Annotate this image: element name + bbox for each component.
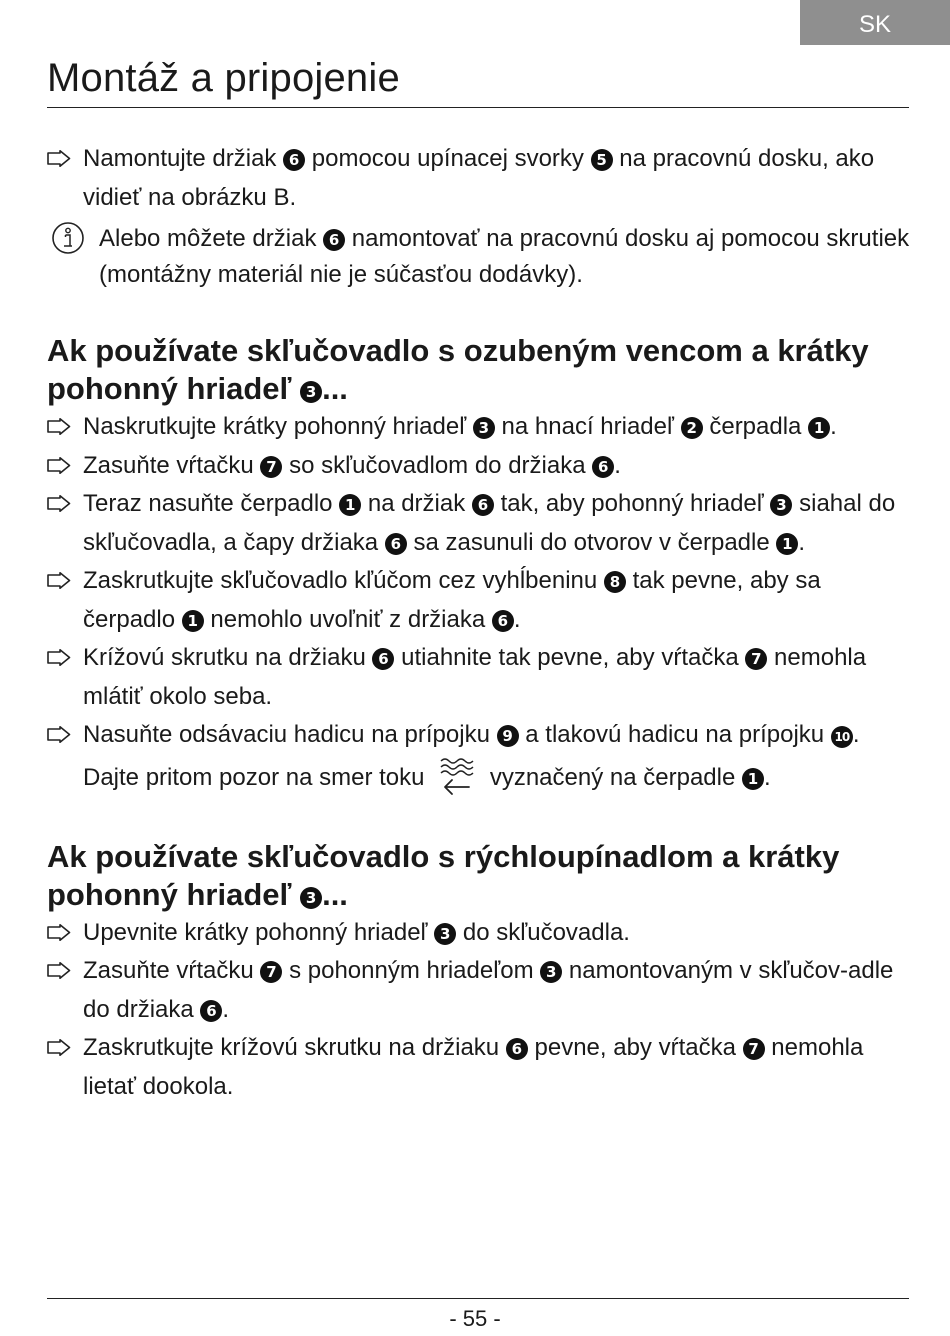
step-text: pomocou upínacej svorky bbox=[311, 145, 584, 172]
part-number-badge: 3 bbox=[473, 417, 495, 439]
part-number-badge: 6 bbox=[472, 494, 494, 516]
arrow-right-outline-icon bbox=[47, 572, 71, 589]
step-item: Zasuňte vŕtačku 7 so skľučovadlom do držiaka 6 . bbox=[47, 447, 917, 486]
part-number-badge: 1 bbox=[339, 494, 361, 516]
step-text: Namontujte držiak bbox=[83, 145, 277, 172]
note-text: Alebo môžete držiak bbox=[99, 225, 317, 252]
step-text: so skľučovadlom do držiaka bbox=[289, 451, 586, 479]
part-number-badge: 2 bbox=[681, 417, 703, 439]
step-text: vyznačený na čerpadle bbox=[489, 763, 736, 791]
step-text: siahal do skľučovadla, a čapy držiaka bbox=[83, 490, 896, 556]
part-number-badge: 8 bbox=[604, 571, 626, 593]
arrow-right-outline-icon bbox=[47, 457, 71, 474]
arrow-right-outline-icon bbox=[47, 726, 71, 743]
step-text: a tlakovú hadicu na prípojku bbox=[525, 721, 825, 748]
part-number-badge: 3 bbox=[300, 381, 322, 403]
language-tab: SK bbox=[800, 0, 950, 45]
step-text: do skľučovadla. bbox=[462, 918, 630, 946]
step-text: na držiak bbox=[367, 490, 466, 517]
section-heading: Ak používate skľučovadlo s rýchloupínadlom a krátky pohonný hriadeľ 3 ... bbox=[47, 838, 840, 912]
step-item: Nasuňte odsávaciu hadicu na prípojku 9 a tlakovú hadicu na prípojku 10 . Dajte pritom pozor na smer toku vyznačený na čerpadle 1 . bbox=[47, 716, 917, 799]
step-text: sa zasunuli do otvorov v čerpadle bbox=[413, 528, 770, 556]
step-text: na pracovnú dosku, ako vidieť na obrázku B. bbox=[83, 145, 875, 211]
step-text: tak, aby pohonný hriadeľ bbox=[500, 490, 764, 517]
step-text: čerpadla bbox=[709, 413, 802, 440]
step-text: na hnací hriadeľ bbox=[501, 413, 674, 440]
step-item bbox=[47, 639, 917, 716]
arrow-right-outline-icon bbox=[47, 150, 71, 167]
step-text: utiahnite tak pevne, aby vŕtačka bbox=[401, 644, 739, 671]
arrow-right-outline-icon bbox=[47, 924, 71, 941]
part-number-badge: 3 bbox=[434, 923, 456, 945]
step-item: Zaskrutkujte skľučovadlo kľúčom cez vyhĺbeninu 8 tak pevne, aby sa čerpadlo 1 nemohlo uvoľniť z držiaka 6 . bbox=[47, 562, 917, 639]
step-text: nemohla lietať dookola. bbox=[83, 1034, 864, 1100]
part-number-badge: 7 bbox=[260, 456, 282, 478]
step-text: namontovaným v skľučov-adle do držiaka bbox=[83, 957, 894, 1023]
title-divider bbox=[47, 107, 909, 108]
step-text: s pohonným hriadeľom bbox=[289, 957, 534, 984]
step-text: Zasuňte vŕtačku bbox=[83, 957, 254, 984]
page-title: Montáž a pripojenie bbox=[47, 56, 400, 100]
step-text: Zaskrutkujte krížovú skrutku na držiaku bbox=[83, 1034, 500, 1061]
part-number-badge: 7 bbox=[260, 961, 282, 983]
step-text: Nasuňte odsávaciu hadicu na prípojku bbox=[83, 721, 490, 748]
step-item bbox=[47, 1029, 917, 1106]
part-number-badge: 10 bbox=[831, 726, 853, 748]
arrow-right-outline-icon bbox=[47, 495, 71, 512]
part-number-badge: 3 bbox=[540, 961, 562, 983]
part-number-badge: 9 bbox=[497, 725, 519, 747]
step-text: Teraz nasuňte čerpadlo bbox=[83, 490, 333, 517]
page-number: - 55 - bbox=[449, 1306, 501, 1331]
flow-direction-icon bbox=[437, 755, 477, 799]
note-text: namontovať na pracovnú dosku aj pomocou skrutiek (montážny materiál nie je súčasťou dodávky). bbox=[99, 225, 910, 288]
info-circle-icon bbox=[51, 221, 85, 255]
step-item: Zasuňte vŕtačku 7 s pohonným hriadeľom 3 namontovaným v skľučov-adle do držiaka 6 . bbox=[47, 952, 917, 1029]
step-item bbox=[47, 140, 917, 217]
part-number-badge: 3 bbox=[300, 887, 322, 909]
step-text: tak pevne, aby sa čerpadlo bbox=[83, 567, 821, 633]
part-number-badge: 7 bbox=[743, 1038, 765, 1060]
step-item: Teraz nasuňte čerpadlo 1 na držiak 6 tak, aby pohonný hriadeľ 3 siahal do skľučovadla, a čapy držiaka 6 sa zasunuli do otvorov v čerpadle 1 . bbox=[47, 485, 917, 562]
part-number-badge: 6 bbox=[506, 1038, 528, 1060]
step-text: Zasuňte vŕtačku bbox=[83, 451, 254, 479]
part-number-badge: 6 bbox=[200, 1000, 222, 1022]
step-text: Zaskrutkujte skľučovadlo kľúčom cez vyhĺbeninu bbox=[83, 567, 598, 594]
step-text: Dajte pritom pozor na smer toku bbox=[83, 763, 425, 791]
step-text: Krížovú skrutku na držiaku bbox=[83, 644, 366, 671]
info-note bbox=[47, 221, 917, 293]
section-heading: Ak používate skľučovadlo s ozubeným vencom a krátky pohonný hriadeľ 3 ... bbox=[47, 333, 869, 406]
part-number-badge: 3 bbox=[770, 494, 792, 516]
content bbox=[47, 140, 917, 1106]
part-number-badge: 6 bbox=[323, 229, 345, 251]
part-number-badge: 1 bbox=[776, 533, 798, 555]
arrow-right-outline-icon bbox=[47, 962, 71, 979]
step-text: nemohla mlátiť okolo seba. bbox=[83, 644, 867, 710]
part-number-badge: 7 bbox=[745, 648, 767, 670]
part-number-badge: 6 bbox=[592, 456, 614, 478]
step-text: pevne, aby vŕtačka bbox=[534, 1034, 736, 1061]
arrow-right-outline-icon bbox=[47, 1039, 71, 1056]
footer-divider bbox=[47, 1298, 909, 1299]
arrow-right-outline-icon bbox=[47, 649, 71, 666]
part-number-badge: 1 bbox=[182, 610, 204, 632]
part-number-badge: 5 bbox=[591, 149, 613, 171]
step-text: Naskrutkujte krátky pohonný hriadeľ bbox=[83, 413, 467, 440]
arrow-right-outline-icon bbox=[47, 418, 71, 435]
part-number-badge: 6 bbox=[385, 533, 407, 555]
part-number-badge: 6 bbox=[283, 149, 305, 171]
part-number-badge: 1 bbox=[808, 417, 830, 439]
step-text: Upevnite krátky pohonný hriadeľ bbox=[83, 918, 428, 946]
part-number-badge: 6 bbox=[372, 648, 394, 670]
step-item: Naskrutkujte krátky pohonný hriadeľ 3 na hnací hriadeľ 2 čerpadla 1 . bbox=[47, 408, 917, 447]
step-item bbox=[47, 914, 917, 953]
part-number-badge: 1 bbox=[742, 768, 764, 790]
step-text: nemohlo uvoľniť z držiaka bbox=[210, 605, 486, 633]
part-number-badge: 6 bbox=[492, 610, 514, 632]
